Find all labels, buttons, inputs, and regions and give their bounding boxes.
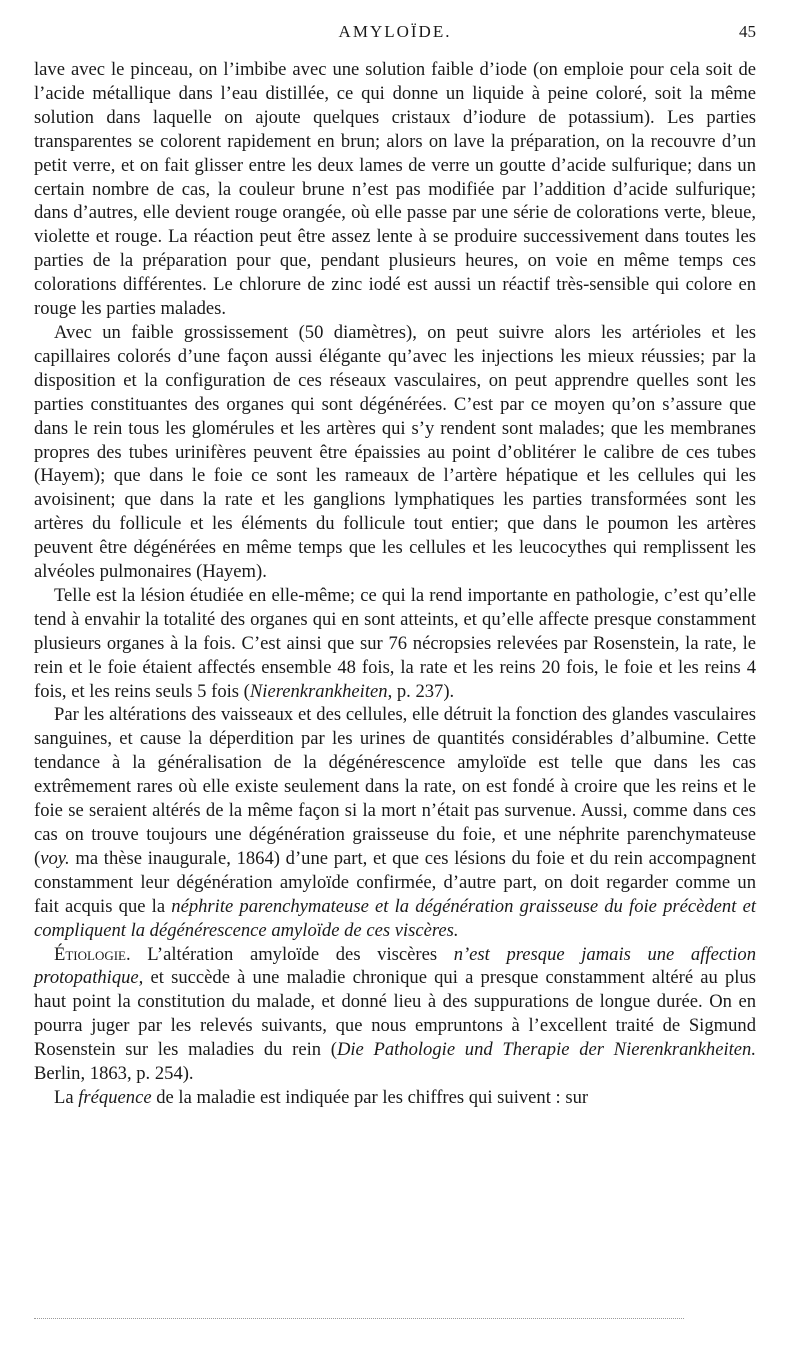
paragraph-4-text: Par les altérations des vaisseaux et des cellules, elle détruit la fonction des glandes vasculaires sanguines, et cause la déperdition par les urines de quantités considérables d’albumine. Cette tendance à la généralisation de la dégénérescence amyloïde est telle que dans les cas extrêmement rares où elle existe seulement dans la rate, on est fondé à croire que les reins et le foie se seraient altérés de la même façon si la mort n’était pas survenue. Aussi, comme dans ces cas on trouve toujours une dégénération graisseuse du foie, et une néphrite parenchymateuse (: [34, 704, 756, 869]
footer-dotted-rule: [34, 1318, 684, 1321]
paragraph-4: [34, 703, 756, 942]
page-header: [34, 22, 756, 46]
paragraph-5-italic: n’est presque jamais une affection protopathique,: [34, 943, 756, 989]
paragraph-3-text-end: , p. 237).: [387, 680, 455, 702]
paragraph-6-text-end: de la maladie est indiquée par les chiffres qui suivent : sur: [151, 1086, 589, 1108]
paragraph-3-text: Telle est la lésion étudiée en elle-même; ce qui la rend importante en pathologie, c’est qu’elle tend à envahir la totalité des organes qui en sont atteints, et qu’elle affecte presque constamment plusieurs organes à la fois. C’est ainsi que sur 76 nécropsies relevées par Rosenstein, la rate, le rein et le foie étaient affectés ensemble 48 fois, la rate et les reins 20 fois, le foie et les reins 4 fois, et les reins seuls 5 fois (: [34, 584, 756, 702]
paragraph-1: [34, 58, 756, 321]
paragraph-4-italic-conclusion: néphrite parenchymateuse et la dégénération graisseuse du foie précèdent et compliquent la dégénérescence amyloïde de ces viscères.: [34, 895, 756, 941]
paragraph-2: [34, 321, 756, 584]
paragraph-3: [34, 584, 756, 704]
paragraph-6: [34, 1086, 756, 1110]
body-text: [34, 58, 756, 1110]
paragraph-5-text-end: Berlin, 1863, p. 254).: [34, 1063, 194, 1085]
paragraph-6-text: La: [54, 1086, 79, 1108]
paragraph-4-text-mid: ma thèse inaugurale, 1864) d’une part, et que ces lésions du foie et du rein accompagnent constamment leur dégénération amyloïde confirmée, d’autre part, on doit regarder comme un fait acquis que la: [34, 847, 756, 917]
paragraph-5: [34, 943, 756, 1086]
paragraph-4-italic-voy: voy.: [40, 847, 70, 869]
citation-title: Nierenkrankheiten: [249, 680, 388, 702]
citation-book-title: Die Pathologie und Therapie der Nierenkrankheiten.: [336, 1039, 756, 1061]
running-title: AMYLOÏDE.: [338, 22, 452, 41]
paragraph-1-text: lave avec le pinceau, on l’imbibe avec une solution faible d’iode (on emploie pour cela soit de l’acide métallique dans l’eau distillée, ce qui donne un liquide à peine coloré, soit la même solution dans laquelle on ajoute quelques cristaux d’iodure de potassium). Les parties transparentes se colorent rapidement en brun; alors on lave la préparation, on la recouvre d’un petit verre, et on fait glisser entre les deux lames de verre un goutte d’acide sulfurique; dans un certain nombre de cas, la couleur brune n’est pas modifiée par l’addition d’acide sulfurique; dans d’autres, elle devient rouge orangée, où elle passe par une série de colorations verte, bleue, violette et rouge. La réaction peut être assez lente à se produire successivement dans toutes les parties de la préparation pour que, pendant plusieurs heures, on voie en même temps ces colorations différentes. Le chlorure de zinc iodé est aussi un réactif très-sensible qui colore en rouge les parties malades.: [34, 59, 756, 320]
paragraph-2-text: Avec un faible grossissement (50 diamètres), on peut suivre alors les artérioles et les capillaires colorés d’une façon aussi élégante qu’avec les injections les mieux réussies; par la disposition et la configuration de ces réseaux vasculaires, on peut apprendre quelles sont les parties constituantes des organes qui sont dégénérées. C’est par ce moyen qu’on s’assure que dans le rein tous les glomérules et les artères qui s’y rendent sont malades; que les membranes propres des tubes urinifères peuvent être épaissies au point d’oblitérer le calibre de ces tubes (Hayem); que dans le foie ce sont les rameaux de l’artère hépatique et les cellules qui les avoisinent; que dans la rate et les ganglions lymphatiques les parties transformées sont les artères du follicule et les éléments du follicule tout entier; que dans le poumon les artères peuvent être dégénérées en même temps que les cellules et les leucocythes qui remplissent les alvéoles pulmonaires (Hayem).: [34, 321, 756, 583]
paragraph-5-text: L’altération amyloïde des viscères: [130, 943, 454, 965]
paragraph-5-text-mid: et succède à une maladie chronique qui a presque constamment altéré au plus haut point la constitution du malade, et donné lieu à des suppurations de longue durée. On en pourra juger par les relevés suivants, que nous empruntons à l’excellent traité de Sigmund Rosenstein sur les maladies du rein (: [34, 967, 756, 1061]
paragraph-6-italic: fréquence: [78, 1086, 152, 1108]
section-heading-etiologie: Étiologie.: [54, 943, 131, 965]
page-number: 45: [739, 22, 756, 41]
